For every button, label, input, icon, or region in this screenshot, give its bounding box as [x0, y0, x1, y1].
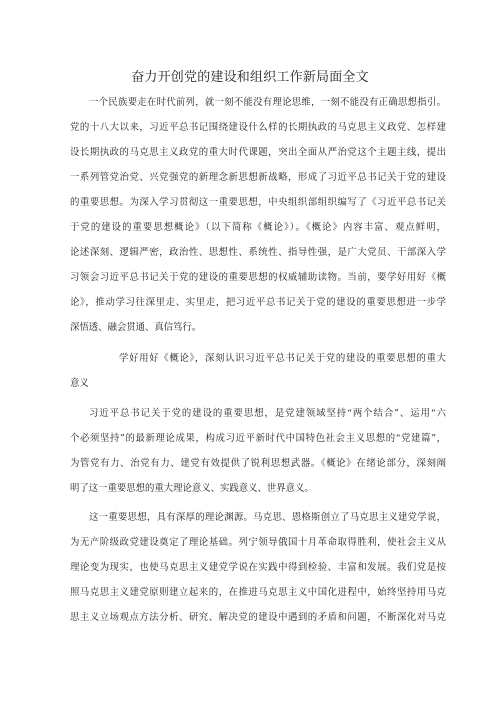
- section-heading-line: 学好用好《概论》，深刻认识习近平总书记关于党的建设的重要思想的重大: [119, 353, 446, 364]
- paragraph-line: 照马克思主义建党原则建立起来的，在推进马克思主义中国化进程中，始终坚持用马克: [70, 587, 446, 598]
- document-title: 奋力开创党的建设和组织工作新局面全文: [131, 70, 369, 85]
- paragraph-line: 论述深刻、逻辑严密，政治性、思想性、系统性、指导性强，是广大党员、干部深入学: [70, 247, 446, 258]
- paragraph-line: 党的十八大以来，习近平总书记围绕建设什么样的长期执政的马克思主义政党、怎样建: [70, 122, 446, 133]
- paragraph-line: 深悟透、融会贯通、真信笃行。: [70, 322, 202, 333]
- paragraph-line: 为管党有力、治党有力、建党有效提供了锐利思想武器。《概论》在绪论部分，深刻阐: [70, 458, 446, 469]
- paragraph-line: 个必须坚持”的最新理论成果，构成习近平新时代中国特色社会主义思想的“党建篇”，: [70, 433, 446, 444]
- paragraph-line: 一系列管党治党、兴党强党的新理念新思想新战略，形成了习近平总书记关于党的建设: [70, 172, 446, 183]
- paragraph-line: 习近平总书记关于党的建设的重要思想，是党建领域坚持“两个结合”、运用“六: [89, 408, 446, 419]
- paragraph-line: 明了这一重要思想的重大理论意义、实践意义、世界意义。: [70, 483, 314, 494]
- paragraph-line: 一个民族要走在时代前列，就一刻不能没有理论思维，一刻不能没有正确思想指引。: [89, 97, 446, 108]
- paragraph-line: 这一重要思想，具有深厚的理论渊源。马克思、恩格斯创立了马克思主义建党学说，: [89, 512, 446, 523]
- paragraph-line: 思主义立场观点方法分析、研究、解决党的建设中遇到的矛盾和问题，不断深化对马克: [70, 612, 446, 623]
- paragraph-line: 为无产阶级政党建设奠定了理论基础。列宁领导俄国十月革命取得胜利，使社会主义从: [70, 537, 446, 548]
- paragraph-line: 习领会习近平总书记关于党的建设的重要思想的权威辅助读物。当前，要学好用好《概: [70, 272, 446, 283]
- paragraph-line: 于党的建设的重要思想概论》（以下简称《概论》）。《概论》内容丰富、观点鲜明，: [70, 222, 446, 233]
- section-heading-line: 意义: [70, 378, 89, 389]
- paragraph-line: 设长期执政的马克思主义政党的重大时代课题，突出全面从严治党这个主题主线，提出: [70, 147, 446, 158]
- paragraph-line: 的重要思想。为深入学习贯彻这一重要思想，中央组织部组织编写了《习近平总书记关: [70, 197, 446, 208]
- paragraph-line: 理论变为现实，也使马克思主义建党学说在实践中得到检验、丰富和发展。我们党是按: [70, 562, 446, 573]
- paragraph-line: 论》，推动学习往深里走、实里走，把习近平总书记关于党的建设的重要思想进一步学: [70, 297, 446, 308]
